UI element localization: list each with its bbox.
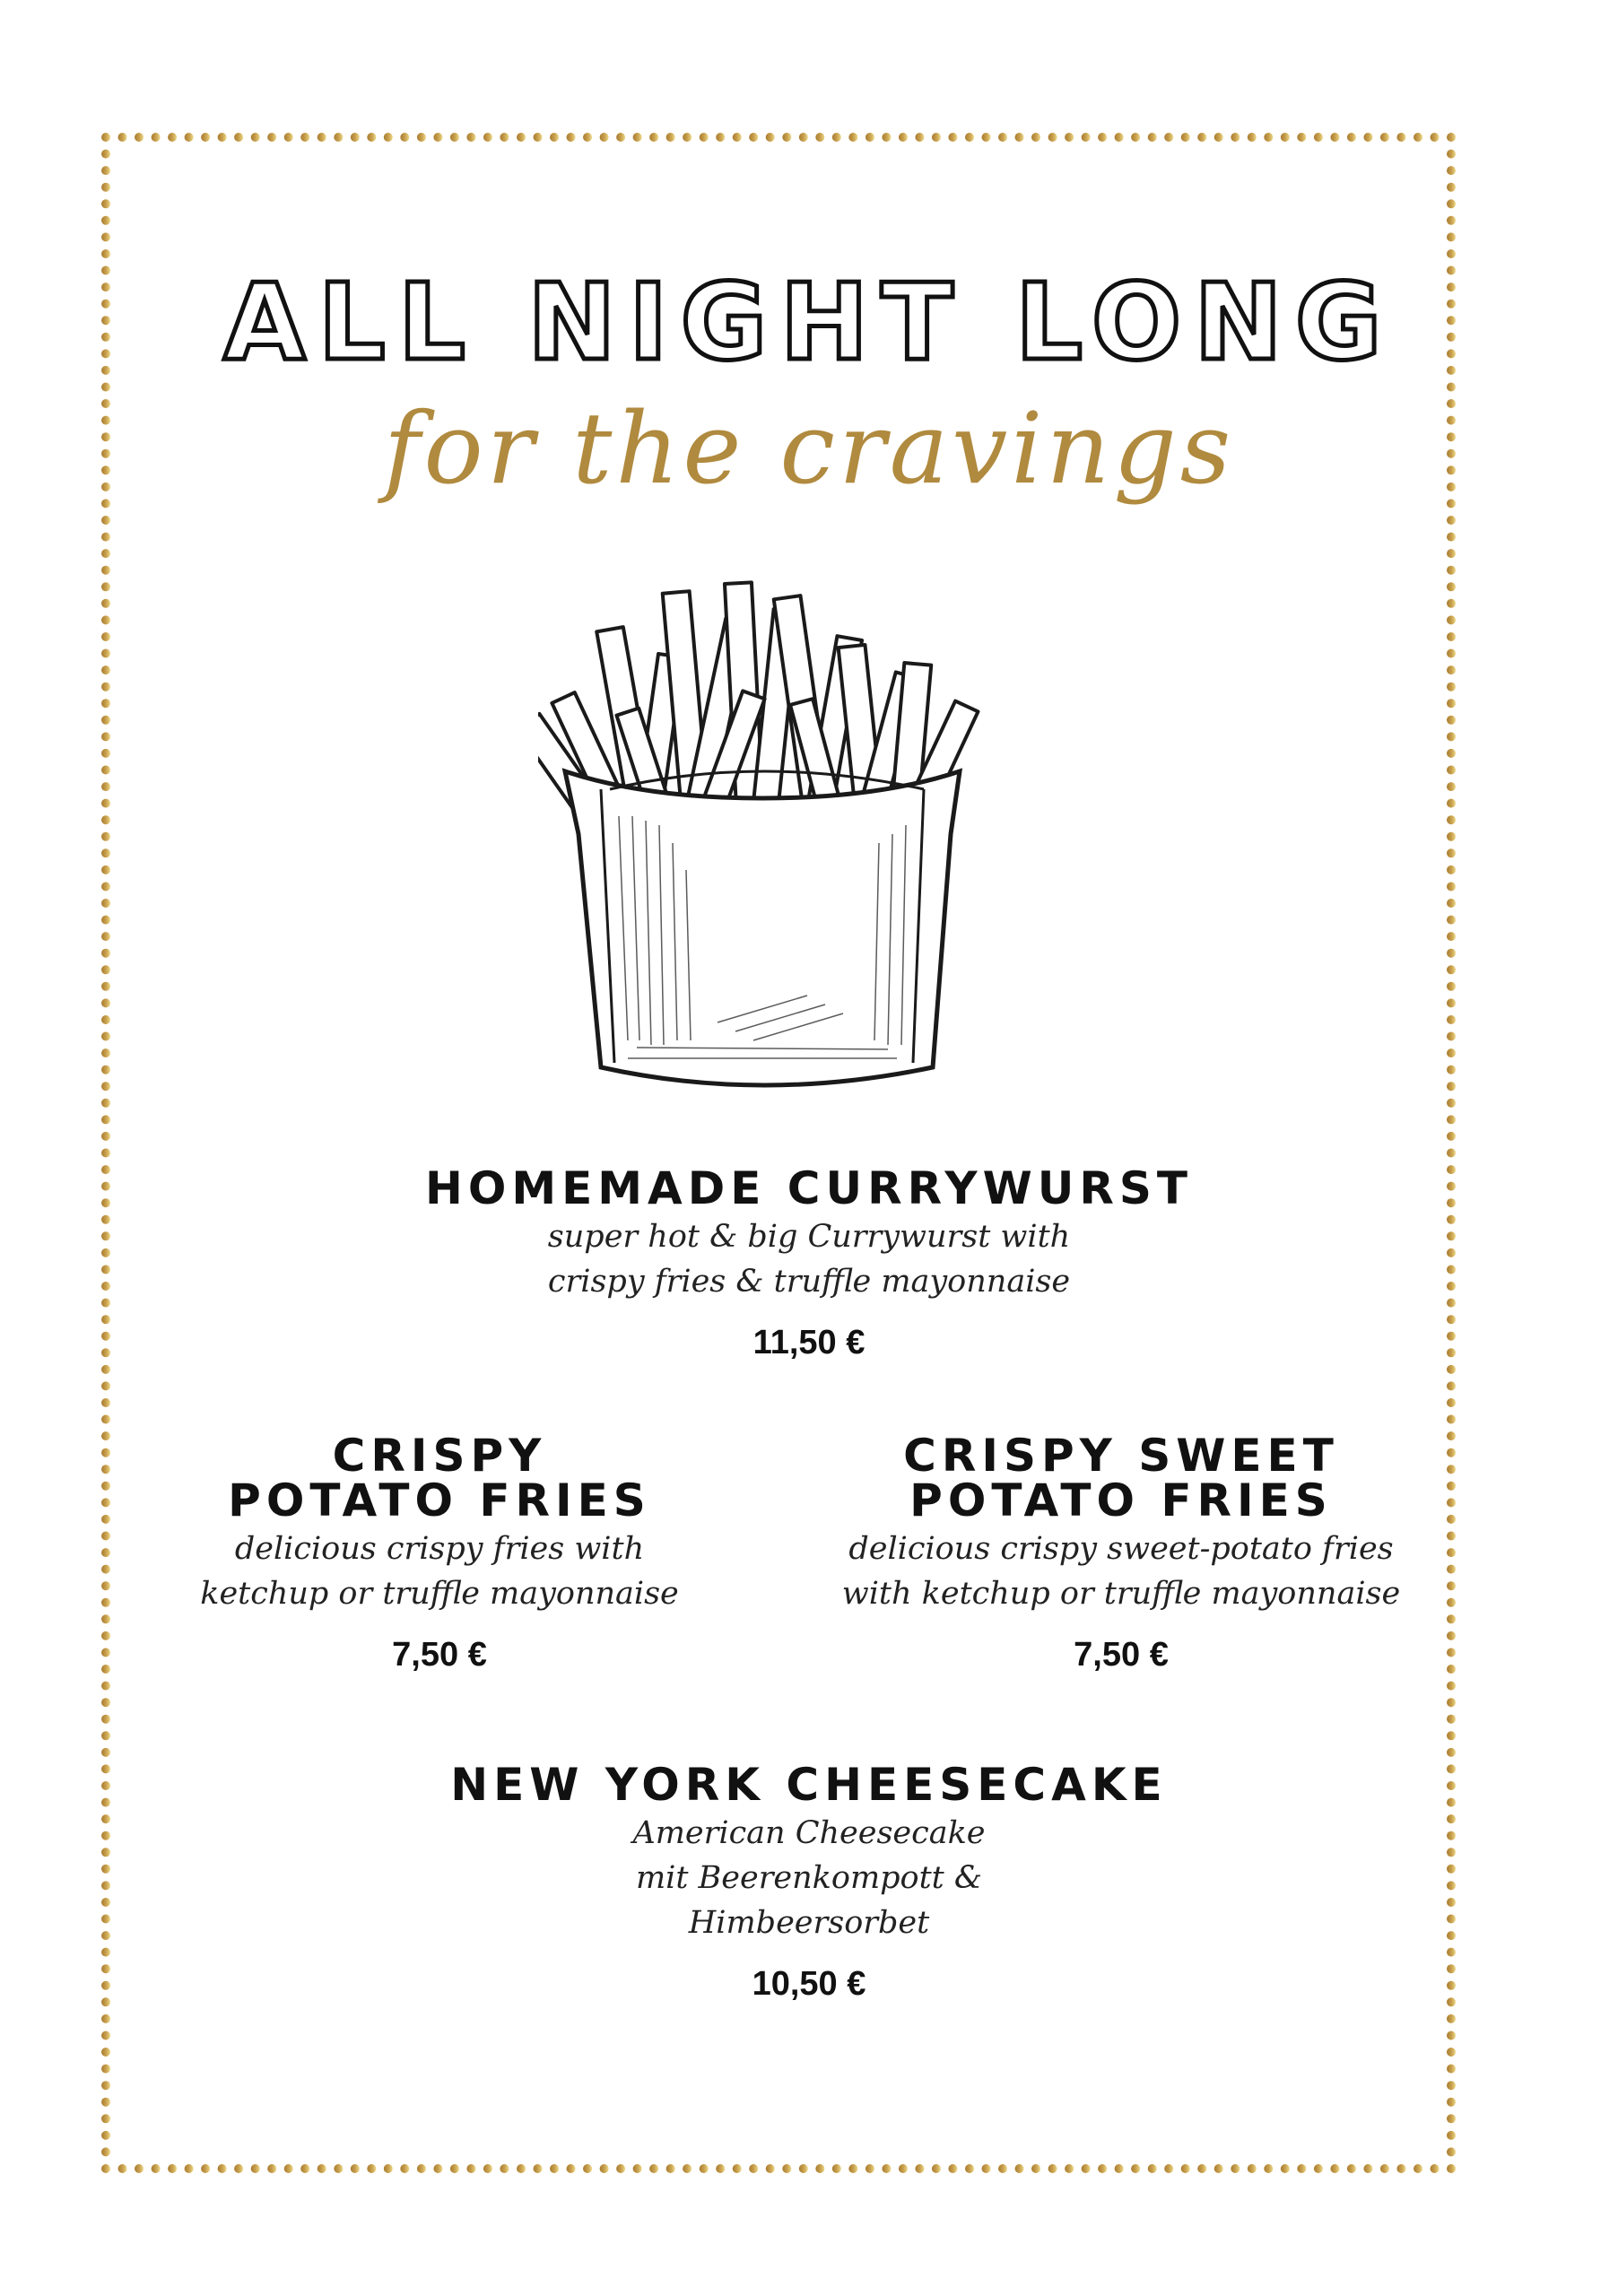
menu-item-currywurst: [361, 1162, 1257, 1362]
item-price: 7,50 €: [1074, 1636, 1169, 1674]
item-price: 11,50 €: [752, 1324, 866, 1361]
french-fries-icon: [538, 574, 987, 1103]
page-subtitle: for the cravings: [383, 391, 1235, 506]
item-name: HOMEMADE CURRYWURST: [425, 1162, 1193, 1214]
item-description: delicious crispy sweet-potato fries with ketchup or truffle mayonnaise: [841, 1531, 1401, 1612]
item-description: American Cheesecake mit Beerenkompott & Himbeersorbet: [632, 1815, 986, 1941]
item-name: NEW YORK CHEESECAKE: [450, 1759, 1168, 1811]
item-name: CRISPY SWEET POTATO FRIES: [903, 1430, 1339, 1526]
page-title: ALL NIGHT LONG: [223, 260, 1395, 384]
menu-item-cheesecake: [361, 1759, 1257, 2004]
item-description: super hot & big Currywurst with crispy fries & truffle mayonnaise: [547, 1219, 1071, 1300]
menu-item-sweet-potato-fries: [807, 1430, 1435, 1674]
item-price: 10,50 €: [752, 1965, 866, 2003]
item-description: delicious crispy fries with ketchup or truffle mayonnaise: [200, 1531, 679, 1612]
menu-item-potato-fries: [126, 1430, 753, 1674]
item-name: CRISPY POTATO FRIES: [228, 1430, 651, 1526]
item-price: 7,50 €: [392, 1636, 487, 1674]
